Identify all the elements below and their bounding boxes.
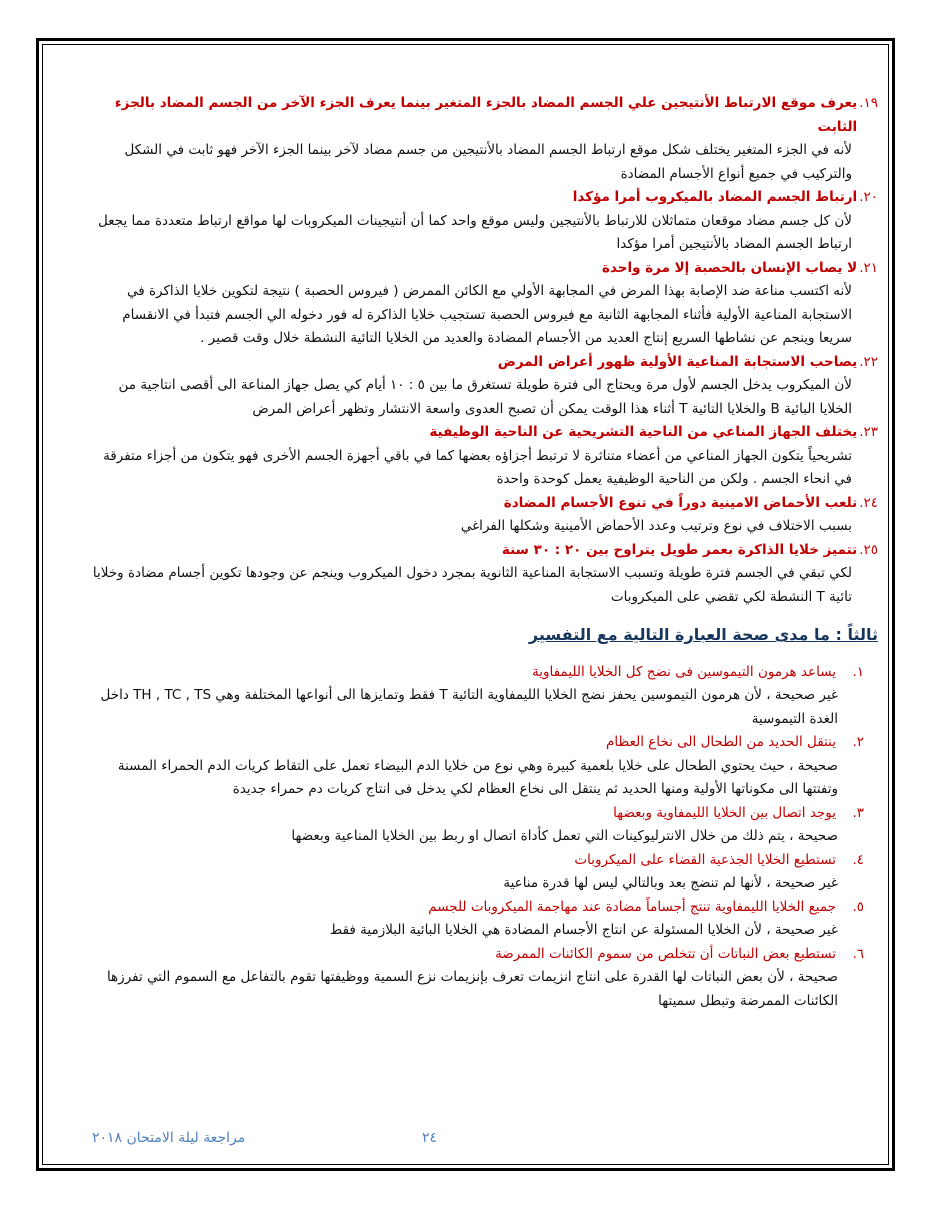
part3-list bbox=[92, 661, 878, 1014]
question-line bbox=[92, 731, 864, 755]
question-number: ١٩. bbox=[859, 95, 878, 111]
question-number: ٣. bbox=[852, 804, 864, 821]
answer-text: غير صحيحة ، لأنها لم تنضج بعد وبالتالي ليس لها قدرة مناعية bbox=[503, 875, 838, 891]
answer-text: لكي تبقي في الجسم فترة طويلة وتسبب الاستجابة المناعية الثانوية بمجرد دخول الميكروب وينجم عن وجودها تكوين أجسام مضادة وخلايا تائية T النشطة لكي تقضي على الميكروبات bbox=[92, 565, 852, 605]
question-number: ٢٥. bbox=[859, 541, 878, 558]
question-text: يعرف موقع الارتباط الأنتيجين علي الجسم المضاد بالجزء المتغير بينما يعرف الجزء الآخر من الجسم المضاد بالجزء الثابت bbox=[114, 95, 858, 135]
question-line bbox=[92, 539, 878, 563]
question-item bbox=[92, 257, 878, 351]
question-text: ينتقل الحديد من الطحال الى نخاع العظام bbox=[606, 734, 836, 750]
answer-text: صحيحة ، يتم ذلك من خلال الانترليوكينات التي تعمل كأداة اتصال او ربط بين الخلايا المناعية وبعضها bbox=[291, 828, 838, 844]
question-item bbox=[92, 943, 864, 1014]
question-line bbox=[92, 896, 864, 920]
question-text: ارتباط الجسم المضاد بالميكروب أمرا مؤكدا bbox=[572, 189, 858, 205]
answer-text: صحيحة ، حيث يحتوي الطحال على خلايا بلعمية كبيرة وهي نوع من خلايا الدم البيضاء تعمل على التقاط كريات الدم الحمراء المسنة وتفتتها الى مكوناتها الأولية ومنها الحديد ثم ينتقل الى نخاع العظام لكي يدخل فى انتاج كريات دم حمراء جديدة bbox=[117, 757, 838, 797]
question-number: ٥. bbox=[852, 898, 864, 915]
question-item bbox=[92, 186, 878, 257]
question-item bbox=[92, 731, 864, 802]
question-text: تتميز خلايا الذاكرة بعمر طويل يتراوح بين ٢٠ : ٣٠ سنة bbox=[501, 541, 858, 558]
question-number: ٢١. bbox=[859, 259, 878, 276]
section-title-part3: ثالثاً : ما مدى صحة العبارة التالية مع التفسير bbox=[528, 625, 878, 644]
answer-text: غير صحيحة ، لأن هرمون التيموسين يحفز نضج الخلايا الليمفاوية التائية T فقط وتمايزها الى أنواعها المختلفة وهي TH , TC , TS داخل الغدة التيموسية bbox=[100, 687, 838, 727]
question-line bbox=[92, 257, 878, 281]
question-text: يصاحب الاستجابة المناعية الأولية ظهور أعراض المرض bbox=[497, 353, 858, 370]
question-line bbox=[92, 943, 864, 967]
question-line bbox=[92, 802, 864, 826]
question-text: يختلف الجهاز المناعي من الناحية التشريحية عن الناحية الوظيفية bbox=[429, 424, 858, 440]
answer-text: لأن كل جسم مضاد موقعان متماثلان للارتباط بالأنتيجين وليس موقع واحد كما أن أنتيجينات الميكروبات لها مواقع ارتباط متعددة مما يجعل ارتباط الجسم المضاد بالأنتيجين أمرا مؤكدا bbox=[98, 212, 852, 252]
question-text: تلعب الأحماض الامينية دوراً في تنوع الأجسام المضادة bbox=[503, 494, 858, 511]
question-text: جميع الخلايا الليمفاوية تنتج أجساماً مضادة عند مهاجمة الميكروبات للجسم bbox=[428, 898, 836, 915]
answer-text: لأنه اكتسب مناعة ضد الإصابة بهذا المرض في المجابهة الأولي مع الكائن الممرض ( فيروس الحصبة ) نتيجة لتكوين خلايا الذاكرة في الاستجابة المناعية الأولية فأثناء المجابهة الثانية مع فيروس الحصبة تستجيب خلايا الذاكرة له فور دخوله الي الجسم فتبدأ في الانقسام سريعا وينجم عن نشاطها السريع إنتاج العديد من الأجسام المضادة والعديد من الخلايا التائية النشطة خلال وقت قصير . bbox=[122, 283, 852, 346]
question-item bbox=[92, 849, 864, 896]
answer-text: لأن الميكروب يدخل الجسم لأول مرة ويحتاج الى فترة طويلة تستغرق ما بين ٥ : ١٠ أيام كي يصل جهاز المناعة الى أقصى انتاجية من الخلايا البائية B والخلايا التائية T أثناء هذا الوقت يمكن أن تصبح العدوى واسعة الانتشار وتظهر أعراض المرض bbox=[118, 377, 852, 417]
question-item bbox=[92, 896, 864, 943]
question-number: ٢. bbox=[852, 734, 864, 750]
question-line bbox=[92, 186, 878, 210]
question-text: يساعد هرمون التيموسين فى نضج كل الخلايا الليمفاوية bbox=[532, 663, 836, 680]
answer-text: لأنه في الجزء المتغير يختلف شكل موقع ارتباط الجسم المضاد بالأنتيجين من جسم مضاد لآخر بينما الجزء الآخر فهو ثابت في الشكل والتركيب في جميع أنواع الأجسام المضادة bbox=[124, 142, 852, 182]
question-line bbox=[92, 421, 878, 445]
question-text: لا يصاب الإنسان بالحصبة إلا مرة واحدة bbox=[601, 259, 858, 276]
question-number: ٢٢. bbox=[859, 353, 878, 370]
page-number: ٢٤ bbox=[422, 1130, 438, 1146]
answer-text: غير صحيحة ، لأن الخلايا المسئولة عن انتاج الأجسام المضادة هي الخلايا البائية البلازمية فقط bbox=[329, 922, 838, 938]
question-line bbox=[92, 492, 878, 516]
part2-list bbox=[92, 92, 878, 609]
question-line bbox=[92, 849, 864, 873]
question-line bbox=[92, 351, 878, 375]
question-number: ٤. bbox=[852, 851, 864, 868]
question-text: تستطيع الخلايا الجذعية القضاء على الميكروبات bbox=[574, 851, 836, 868]
question-number: ٢٤. bbox=[859, 494, 878, 511]
answer-text: تشريحياً يتكون الجهاز المناعي من أعضاء متناثرة لا ترتبط أجزاؤه بعضها كما في باقي أجهزة الجسم الأخرى فهو يتكون من أجزاء متفرقة في انحاء الجسم . ولكن من الناحية الوظيفية يعمل كوحدة واحدة bbox=[103, 447, 852, 487]
question-item bbox=[92, 661, 864, 732]
answer-text: بسبب الاختلاف في نوع وترتيب وعدد الأحماض الأمينية وشكلها الفراغي bbox=[460, 518, 852, 534]
question-text: يوجد اتصال بين الخلايا الليمفاوية وبعضها bbox=[613, 804, 836, 821]
question-item bbox=[92, 92, 878, 186]
question-item bbox=[92, 421, 878, 492]
footer-title: مراجعة ليلة الامتحان ٢٠١٨ bbox=[92, 1130, 246, 1146]
question-number: ١. bbox=[852, 663, 864, 680]
question-number: ٢٠. bbox=[859, 189, 878, 205]
question-text: تستطيع بعض النباتات أن تتخلص من سموم الكائنات الممرضة bbox=[495, 945, 836, 962]
answer-text: صحيحة ، لأن بعض النباتات لها القدرة على انتاج انزيمات تعرف بإنزيمات نزع السمية ووظيفتها تقوم بالتفاعل مع السموم التي تفرزها الكائنات الممرضة وتبطل سميتها bbox=[106, 969, 838, 1009]
question-item bbox=[92, 539, 878, 610]
question-item bbox=[92, 351, 878, 422]
question-item bbox=[92, 802, 864, 849]
question-line bbox=[92, 92, 878, 139]
question-line bbox=[92, 661, 864, 685]
page-content bbox=[92, 92, 878, 1013]
question-number: ٦. bbox=[852, 945, 864, 962]
question-number: ٢٣. bbox=[859, 424, 878, 440]
question-item bbox=[92, 492, 878, 539]
